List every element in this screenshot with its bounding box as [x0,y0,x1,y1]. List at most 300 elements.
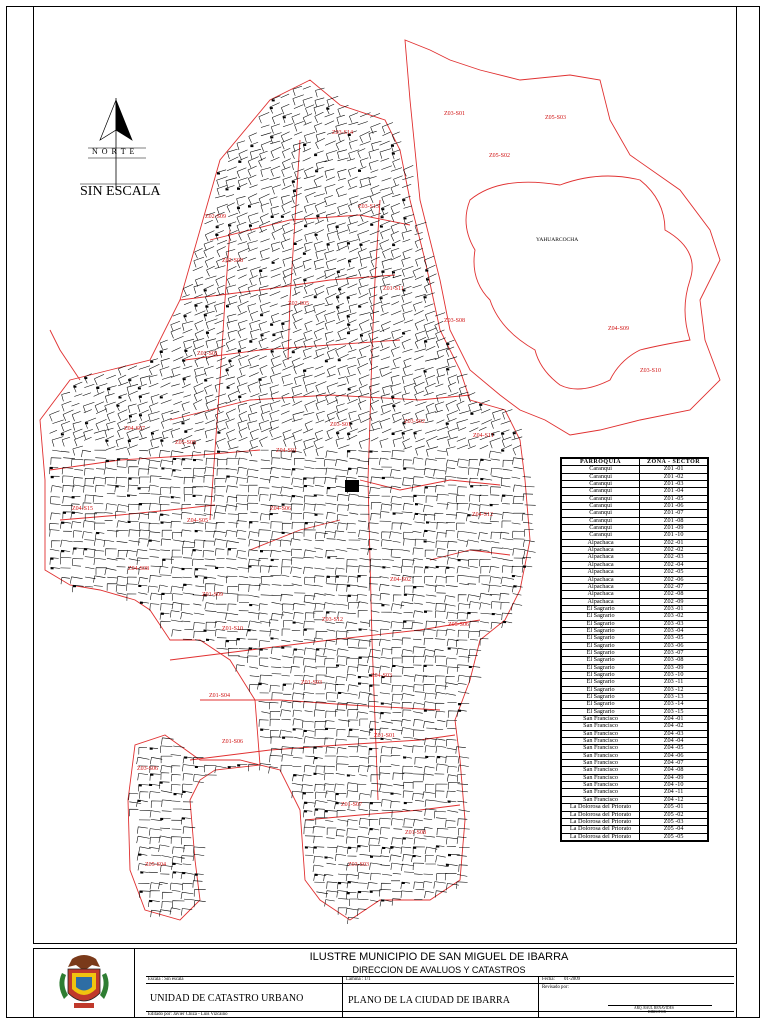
building-block [348,260,351,262]
building-block [316,649,319,651]
building-block [360,335,363,337]
legend-parroquia: Caranqui [562,517,640,524]
legend-row [562,613,708,620]
legend-parroquia: La Dolorosa del Priorato [562,833,640,840]
building-block [193,549,196,551]
building-block [414,432,417,434]
zone-label: Z03-S08 [444,318,465,324]
building-block [391,145,394,147]
building-block [195,568,198,570]
legend-zona: Z03 -15 [640,708,708,715]
building-block [426,522,429,524]
building-block [336,432,339,434]
building-block [160,818,163,820]
legend-zona: Z03 -02 [640,613,708,620]
building-block [229,360,232,362]
building-block [304,485,307,487]
building-block [51,567,54,569]
building-block [238,350,241,352]
building-block [424,611,427,613]
legend-row [562,517,708,524]
building-block [512,575,515,577]
building-block [403,621,406,623]
building-block [204,630,207,632]
building-block [458,703,461,705]
building-block [347,243,350,245]
building-block [163,559,166,561]
scale-label: SIN ESCALA [80,184,161,199]
building-block [325,857,328,859]
legend-parroquia: La Dolorosa del Priorato [562,811,640,818]
building-block [314,495,317,497]
divider [146,976,734,977]
building-block [392,271,395,273]
legend-parroquia: El Sagrario [562,635,640,642]
building-block [51,558,54,560]
legend-row [562,561,708,568]
building-block [129,478,132,480]
building-block [501,450,504,452]
building-block [173,458,176,460]
zone-label: Z01-S10 [222,626,243,632]
building-block [249,341,252,343]
building-block [327,557,330,559]
building-block [348,468,351,470]
building-block [468,612,471,614]
legend-parroquia: Caranqui [562,525,640,532]
building-block [129,415,132,417]
building-block [173,872,176,874]
building-block [513,432,516,434]
building-block [370,856,373,858]
legend-zona: Z03 -13 [640,694,708,701]
building-block [315,170,318,172]
legend-zona: Z04 -01 [640,716,708,723]
building-block [305,847,308,849]
building-block [195,874,198,876]
building-block [338,882,341,884]
legend-row [562,679,708,686]
legend-row [562,481,708,488]
zone-label: Z03-S12 [322,617,343,623]
legend-parroquia: San Francisco [562,789,640,796]
building-block [380,297,383,299]
building-block [446,864,449,866]
building-block [270,513,273,515]
legend-parroquia: La Dolorosa del Priorato [562,804,640,811]
building-block [402,882,405,884]
legend-zona: Z02 -06 [640,576,708,583]
building-block [381,900,384,902]
building-block [347,433,350,435]
building-block [151,433,154,435]
building-block [160,396,163,398]
legend-parroquia: Caranqui [562,510,640,517]
building-block [205,306,208,308]
legend-row [562,503,708,510]
building-block [336,296,339,298]
building-block [347,450,350,452]
legend-row [562,466,708,473]
building-block [128,521,131,523]
building-block [259,270,262,272]
building-block [336,665,339,667]
building-block [425,756,428,758]
building-block [140,602,143,604]
legend-zona: Z02 -03 [640,554,708,561]
legend-row [562,473,708,480]
zone-label: Z01-S01 [374,733,395,739]
legend-row [562,826,708,833]
legend-parroquia: El Sagrario [562,649,640,656]
building-block [261,334,264,336]
building-block [50,467,53,469]
building-block [216,226,219,228]
building-block [358,676,361,678]
legend-parroquia: La Dolorosa del Priorato [562,826,640,833]
building-block [338,288,341,290]
building-block [327,487,330,489]
legend-parroquia: San Francisco [562,767,640,774]
signature-role: DIRECTOR [648,1010,666,1014]
zone-label: Z05-S02 [489,153,510,159]
building-block [139,414,142,416]
building-block [402,333,405,335]
building-block [226,305,229,307]
signature-name: ARQ. RAUL BENAVIDES [634,1006,674,1010]
building-block [294,243,297,245]
legend-parroquia: El Sagrario [562,642,640,649]
zone-label: Z04-S11 [473,433,494,439]
zone-label: Z03-S01 [330,422,351,428]
legend-zona: Z03 -01 [640,605,708,612]
building-block [204,289,207,291]
building-block [228,224,231,226]
building-block [138,387,141,389]
building-block [73,386,76,388]
building-block [282,737,285,739]
building-block [370,224,373,226]
zone-label: Z03-S13 [358,204,379,210]
legend-parroquia: Alpachaca [562,576,640,583]
building-block [270,107,273,109]
building-block [446,423,449,425]
building-block [446,343,449,345]
building-block [182,422,185,424]
building-block [304,478,307,480]
building-block [347,775,350,777]
legend-parroquia: El Sagrario [562,605,640,612]
legend-parroquia: San Francisco [562,774,640,781]
building-block [336,576,339,578]
legend-row [562,605,708,612]
reviewed-label: Revisado por: [542,985,569,990]
legend-zona: Z04 -03 [640,730,708,737]
zone-label: Z03-S02 [404,419,425,425]
building-block [96,387,99,389]
building-block [217,451,220,453]
zone-label: Z01-S11 [383,286,404,292]
building-block [206,639,209,641]
legend-parroquia: San Francisco [562,723,640,730]
zone-label: Z05-S03 [545,115,566,121]
building-block [96,532,99,534]
building-block [348,881,351,883]
legend-zona: Z02 -04 [640,561,708,568]
legend-row [562,657,708,664]
legend-header-parroquia: PARROQUIA [562,459,640,466]
building-block [281,323,284,325]
legend-row [562,664,708,671]
legend-zona: Z03 -06 [640,642,708,649]
legend-row [562,547,708,554]
building-block [227,476,230,478]
building-block [414,495,417,497]
building-block [314,154,317,156]
legend-zona: Z03 -03 [640,620,708,627]
building-block [61,522,64,524]
legend-zona: Z03 -10 [640,671,708,678]
legend-zona: Z02 -07 [640,583,708,590]
building-block [402,199,405,201]
legend-parroquia: El Sagrario [562,679,640,686]
title-line-2: DIRECCION DE AVALUOS Y CATASTROS [352,965,526,975]
building-block [327,576,330,578]
zone-label: Z01-S06 [222,739,243,745]
building-block [402,433,405,435]
building-block [249,521,252,523]
legend-row [562,649,708,656]
building-block [260,550,263,552]
building-block [382,566,385,568]
building-block [304,730,307,732]
building-block [358,683,361,685]
building-block [193,459,196,461]
streets-path [49,86,535,924]
legend-parroquia: San Francisco [562,796,640,803]
building-block [128,379,131,381]
building-block [182,568,185,570]
building-block [259,683,262,685]
building-block [238,161,241,163]
building-block [370,828,373,830]
building-block [336,793,339,795]
legend-parroquia: El Sagrario [562,613,640,620]
legend-parroquia: San Francisco [562,745,640,752]
legend-zona: Z01 -07 [640,510,708,517]
building-block [393,665,396,667]
legend-parroquia: Caranqui [562,481,640,488]
building-block [446,368,449,370]
building-block [117,459,120,461]
legend-zona: Z02 -02 [640,547,708,554]
legend-rows [562,466,708,841]
building-block [260,649,263,651]
legend-row [562,525,708,532]
building-block [293,190,296,192]
building-block [470,413,473,415]
building-block [237,188,240,190]
building-block [370,891,373,893]
building-block [404,594,407,596]
building-block [348,847,351,849]
legend-row [562,833,708,840]
building-block [173,863,176,865]
legend-zona: Z04 -12 [640,796,708,803]
building-block [413,586,416,588]
legend-zona: Z01 -03 [640,481,708,488]
legend-zona: Z04 -09 [640,774,708,781]
building-block [348,389,351,391]
building-block [424,665,427,667]
building-block [326,108,329,110]
zone-label: Z01-S04 [209,693,230,699]
legend-zona: Z03 -09 [640,664,708,671]
zone-label: Z04-S06 [270,506,291,512]
zone-label: Z05-S05 [175,440,196,446]
zone-label: Z03-S10 [640,368,661,374]
building-block [347,324,350,326]
building-block [403,468,406,470]
building-block [360,244,363,246]
legend-parroquia: Alpachaca [562,598,640,605]
building-block [292,495,295,497]
legend-zona: Z03 -07 [640,649,708,656]
city-blocks [50,99,526,902]
building-block [293,729,296,731]
legend-parroquia: Alpachaca [562,539,640,546]
building-block [149,784,152,786]
zone-label: Z03-S14 [332,130,353,136]
zone-label: Z01-S03 [301,680,322,686]
building-block [128,440,131,442]
building-block [358,891,361,893]
legend-row [562,627,708,634]
zone-legend-table [560,457,709,842]
zone-label: Z01-S09 [202,592,223,598]
legend-zona: Z05 -02 [640,811,708,818]
building-block [337,271,340,273]
legend-zona: Z01 -06 [640,503,708,510]
legend-row [562,569,708,576]
building-block [315,874,318,876]
legend-zona: Z04 -05 [640,745,708,752]
building-block [468,514,471,516]
legend-zona: Z05 -05 [640,833,708,840]
central-plaza [345,480,359,492]
building-block [490,504,493,506]
building-block [316,215,319,217]
building-block [107,388,110,390]
building-block [162,593,165,595]
building-block [294,774,297,776]
building-block [106,460,109,462]
building-block [271,216,274,218]
building-block [61,433,64,435]
building-block [271,638,274,640]
building-block [260,314,263,316]
legend-zona: Z02 -08 [640,591,708,598]
building-block [259,379,262,381]
building-block [303,792,306,794]
building-block [281,647,284,649]
building-block [116,485,119,487]
building-block [85,422,88,424]
building-block [425,566,428,568]
building-block [314,747,317,749]
building-block [425,530,428,532]
building-block [72,512,75,514]
coat-of-arms-icon [34,949,134,1017]
legend-zona: Z04 -08 [640,767,708,774]
legend-zona: Z01 -01 [640,466,708,473]
building-block [424,371,427,373]
date-label: Fecha: [542,977,555,982]
building-block [227,387,230,389]
building-block [195,766,198,768]
building-block [184,757,187,759]
building-block [424,710,427,712]
legend-parroquia: La Dolorosa del Priorato [562,818,640,825]
building-block [84,548,87,550]
legend-row [562,598,708,605]
legend-zona: Z04 -04 [640,738,708,745]
building-block [424,541,427,543]
building-block [183,791,186,793]
building-block [171,496,174,498]
building-block [250,145,253,147]
zone-label: Z02-S01 [197,351,218,357]
building-block [150,361,153,363]
legend-row [562,804,708,811]
legend-parroquia: El Sagrario [562,620,640,627]
legend-zona: Z02 -01 [640,539,708,546]
building-block [415,513,418,515]
building-block [392,153,395,155]
building-block [436,566,439,568]
building-block [140,872,143,874]
legend-parroquia: El Sagrario [562,657,640,664]
building-block [161,613,164,615]
building-block [381,712,384,714]
building-block [314,847,317,849]
building-block [370,802,373,804]
legend-row [562,488,708,495]
building-block [294,649,297,651]
legend-row [562,642,708,649]
zone-label: Z02-S09 [205,214,226,220]
building-block [119,397,122,399]
zone-label: Z03-S01 [444,111,465,117]
building-block [479,404,482,406]
building-block [338,692,341,694]
building-block [347,585,350,587]
building-block [359,657,362,659]
building-block [116,405,119,407]
building-block [292,181,295,183]
building-block [249,566,252,568]
building-block [63,512,66,514]
building-block [358,575,361,577]
zone-label: Z03-S03 [348,862,369,868]
building-block [174,793,177,795]
zone-label: Z01-S08 [405,830,426,836]
building-block [359,629,362,631]
building-block [424,341,427,343]
building-block [183,378,186,380]
zone-label: Z04-S07 [124,426,145,432]
building-block [160,440,163,442]
